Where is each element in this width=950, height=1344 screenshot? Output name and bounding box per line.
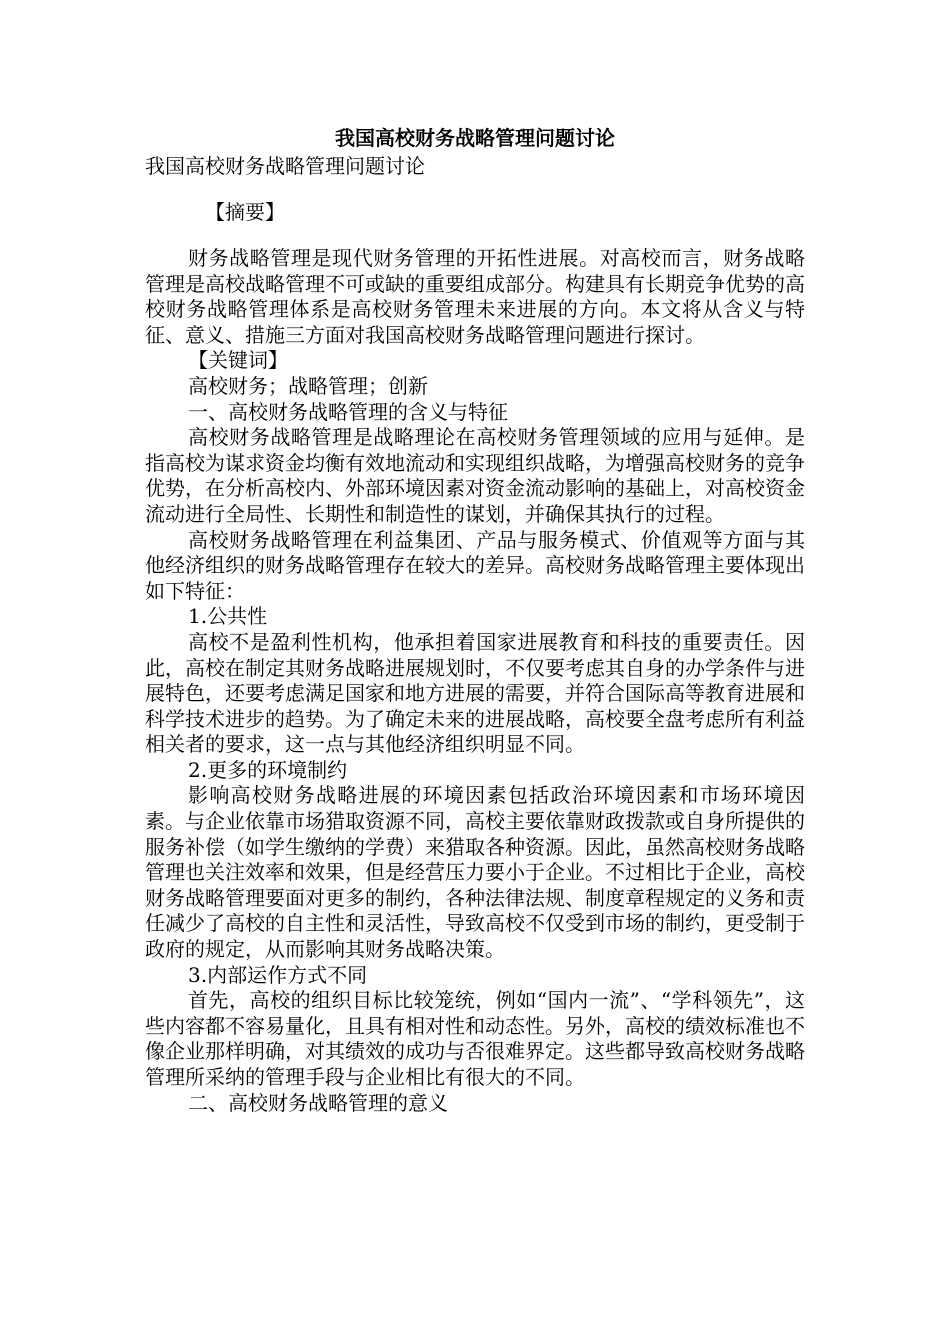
section-heading-1: 一、高校财务战略管理的含义与特征	[188, 399, 508, 424]
body-paragraph: 高校财务战略管理在利益集团、产品与服务模式、价值观等方面与其他经济组织的财务战略管理存在较大的差异。高校财务战略管理主要体现出如下特征：	[145, 527, 805, 603]
subheading-environment: 2.更多的环境制约	[188, 757, 348, 782]
document-title: 我国高校财务战略管理问题讨论	[335, 126, 615, 150]
subheading-operation: 3.内部运作方式不同	[188, 962, 368, 987]
body-paragraph: 首先，高校的组织目标比较笼统，例如“国内一流”、“学科领先”，这些内容都不容易量化，且具有相对性和动态性。另外，高校的绩效标准也不像企业那样明确，对其绩效的成功与否很难界定。这些都导致高校财务战略管理所采纳的管理手段与企业相比有很大的不同。	[145, 988, 805, 1089]
abstract-heading: 【摘要】	[205, 200, 285, 224]
body-paragraph: 高校不是盈利性机构，他承担着国家进展教育和科技的重要责任。因此，高校在制定其财务战略进展规划时，不仅要考虑其自身的办学条件与进展特色，还要考虑满足国家和地方进展的需要，并符合国际高等教育进展和科学技术进步的趋势。为了确定未来的进展战略，高校要全盘考虑所有利益相关者的要求，这一点与其他经济组织明显不同。	[145, 629, 805, 757]
body-paragraph: 高校财务战略管理是战略理论在高校财务管理领域的应用与延伸。是指高校为谋求资金均衡有效地流动和实现组织战略，为增强高校财务的竞争优势，在分析高校内、外部环境因素对资金流动影响的基础上，对高校资金流动进行全局性、长期性和制造性的谋划，并确保其执行的过程。	[145, 425, 805, 526]
keywords-heading: 【关键词】	[188, 348, 288, 373]
document-page	[145, 124, 805, 1116]
subheading-public: 1.公共性	[188, 604, 268, 629]
document-subtitle: 我国高校财务战略管理问题讨论	[145, 154, 425, 178]
section-heading-2: 二、高校财务战略管理的意义	[188, 1090, 448, 1115]
body-paragraph: 影响高校财务战略进展的环境因素包括政治环境因素和市场环境因素。与企业依靠市场猎取资源不同，高校主要依靠财政拨款或自身所提供的服务补偿（如学生缴纳的学费）来猎取各种资源。因此，虽然高校财务战略管理也关注效率和效果，但是经营压力要小于企业。不过相比于企业，高校财务战略管理要面对更多的制约，各种法律法规、制度章程规定的义务和责任减少了高校的自主性和灵活性，导致高校不仅受到市场的制约，更受制于政府的规定，从而影响其财务战略决策。	[145, 783, 805, 962]
abstract-paragraph: 财务战略管理是现代财务管理的开拓性进展。对高校而言，财务战略管理是高校战略管理不可或缺的重要组成部分。构建具有长期竞争优势的高校财务战略管理体系是高校财务管理未来进展的方向。本文将从含义与特征、意义、措施三方面对我国高校财务战略管理问题进行探讨。	[145, 246, 805, 347]
keywords-list: 高校财务；战略管理；创新	[188, 373, 428, 398]
